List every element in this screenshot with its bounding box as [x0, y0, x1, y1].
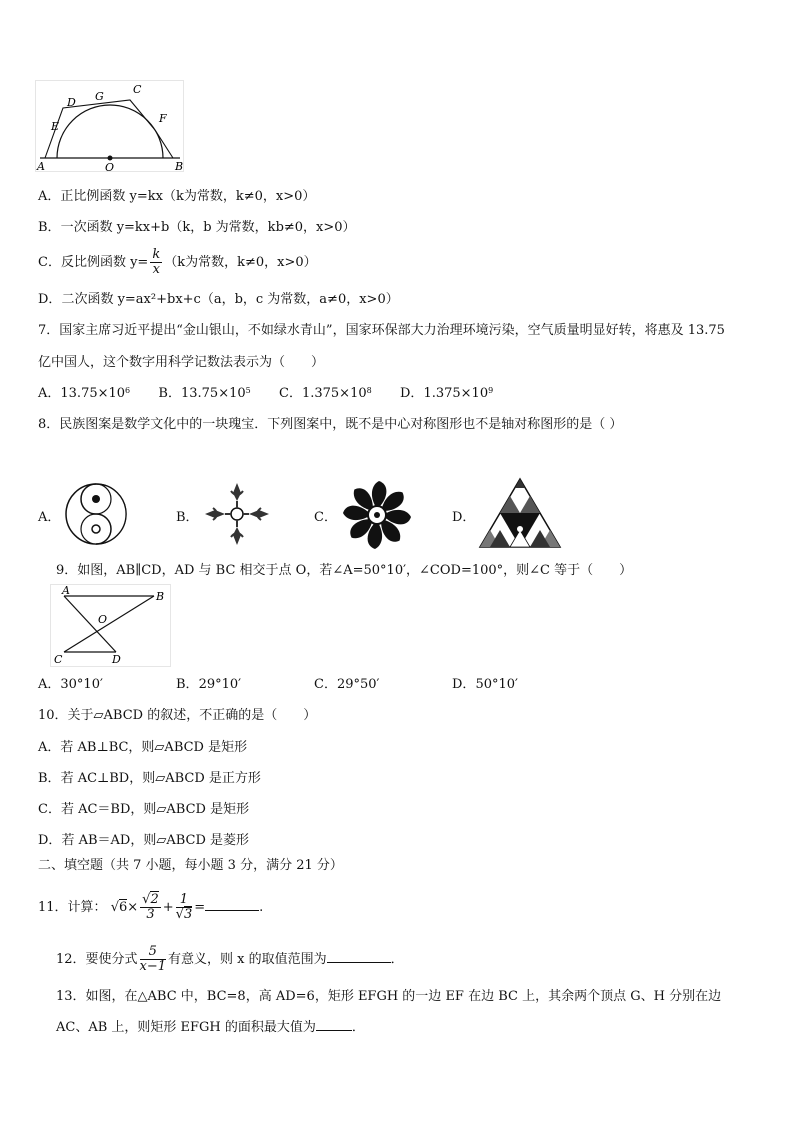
fraction-5-over-x-minus-1: $\frac{5}{x-1}$	[139, 944, 167, 974]
fraction-1-over-sqrt3: $\frac{1}{√3}$	[175, 892, 193, 922]
q8-option-b-label: B．	[176, 510, 199, 525]
q10-option-d: D．若 AB＝AD，则▱ABCD 是菱形	[38, 833, 250, 848]
q10-question: 10．关于▱ABCD 的叙述，不正确的是（ ）	[38, 708, 317, 723]
q11-answer-blank[interactable]	[205, 898, 259, 911]
q9-option-c: C．29°50′	[314, 677, 380, 692]
label-B: B	[175, 160, 184, 173]
q7-options	[38, 385, 493, 403]
label-A: A	[37, 160, 45, 173]
q8-option-a-label: A．	[38, 510, 61, 525]
q9-option-d: D．50°10′	[452, 677, 518, 692]
q10-option-b: B．若 AC⊥BD，则▱ABCD 是正方形	[38, 771, 261, 786]
q7-option-a: A．$13.75\times 10^6$	[38, 386, 131, 401]
label-O: O	[105, 161, 115, 174]
q8-option-d-label: D．	[452, 510, 476, 525]
q7-question-line1: 7．国家主席习近平提出“金山银山，不如绿水青山”，国家环保部大力治理环境污染，空气质量明显好转，将惠及 13.75	[38, 323, 725, 338]
label-D: D	[112, 653, 121, 666]
q9-option-b: B．29°10′	[176, 677, 242, 692]
semicircle-figure	[35, 80, 185, 175]
label-C: C	[133, 83, 142, 96]
label-G: G	[95, 90, 104, 103]
sierpinski-triangle-icon	[478, 477, 562, 549]
label-E: E	[51, 120, 60, 133]
q12-answer-blank[interactable]	[327, 950, 391, 963]
q13-answer-blank[interactable]	[316, 1018, 352, 1031]
yin-yang-icon	[64, 482, 128, 546]
q10-option-a: A．若 AB⊥BC，则▱ABCD 是矩形	[38, 740, 248, 755]
pinwheel-flower-icon	[339, 479, 415, 551]
cross-flower-icon	[203, 481, 271, 547]
label-F: F	[159, 112, 167, 125]
label-A: A	[62, 584, 70, 597]
q9-question: 9．如图，AB∥CD，AD 与 BC 相交于点 O，若∠A=50°10′，∠COD=100°，则∠C 等于（ ）	[56, 563, 633, 578]
q9-option-a: A．30°10′	[38, 677, 103, 692]
q11-question: 11．计算： √6× $\frac{√2}{3}$ + $\frac{1}{√3}$ = .	[38, 892, 264, 922]
q6-option-b: B．一次函数 y=kx+b（k，b 为常数，kb≠0，x>0）	[38, 220, 356, 235]
fraction-sqrt2-over-3: $\frac{√2}{3}$	[142, 892, 159, 922]
q7-option-d: D．$1.375\times 10^9$	[400, 386, 494, 401]
parallel-lines-figure	[50, 584, 172, 668]
label-O: O	[98, 613, 108, 626]
label-D: D	[67, 96, 76, 109]
fraction-k-over-x: $\frac{k}{x}$	[152, 247, 161, 277]
q8-question: 8．民族图案是数学文化中的一块瑰宝．下列图案中，既不是中心对称图形也不是轴对称图形的是（ ）	[38, 417, 623, 432]
q6-option-d: D．二次函数 y=ax²+bx+c（a，b，c 为常数，a≠0，x>0）	[38, 292, 399, 307]
sqrt-6: √6	[110, 900, 128, 915]
q10-option-c: C．若 AC＝BD，则▱ABCD 是矩形	[38, 802, 250, 817]
q13-question-line1: 13．如图，在△ABC 中，BC=8，高 AD=6，矩形 EFGH 的一边 EF 在边 BC 上，其余两个顶点 G、H 分别在边	[56, 989, 722, 1004]
q7-question-line2: 亿中国人，这个数字用科学记数法表示为（ ）	[38, 355, 325, 370]
label-B: B	[156, 590, 165, 603]
section-2-heading: 二、填空题（共 7 小题，每小题 3 分，满分 21 分）	[38, 858, 343, 873]
q7-option-b: B．$13.75\times 10^5$	[158, 386, 251, 401]
q6-option-c: C．反比例函数 y= $\frac{k}{x}$ （k为常数，k≠0，x>0）	[38, 247, 317, 277]
q8-option-c-label: C．	[314, 510, 337, 525]
q13-question-line2: AC、AB 上，则矩形 EFGH 的面积最大值为 ．	[56, 1020, 365, 1035]
q7-option-c: C．$1.375\times 10^8$	[279, 386, 372, 401]
q6-option-a: A．正比例函数 y=kx（k为常数，k≠0，x>0）	[38, 189, 316, 204]
q12-question: 12．要使分式 $\frac{5}{x-1}$ 有意义，则 x 的取值范围为 ．	[56, 944, 404, 974]
label-C: C	[54, 653, 63, 666]
